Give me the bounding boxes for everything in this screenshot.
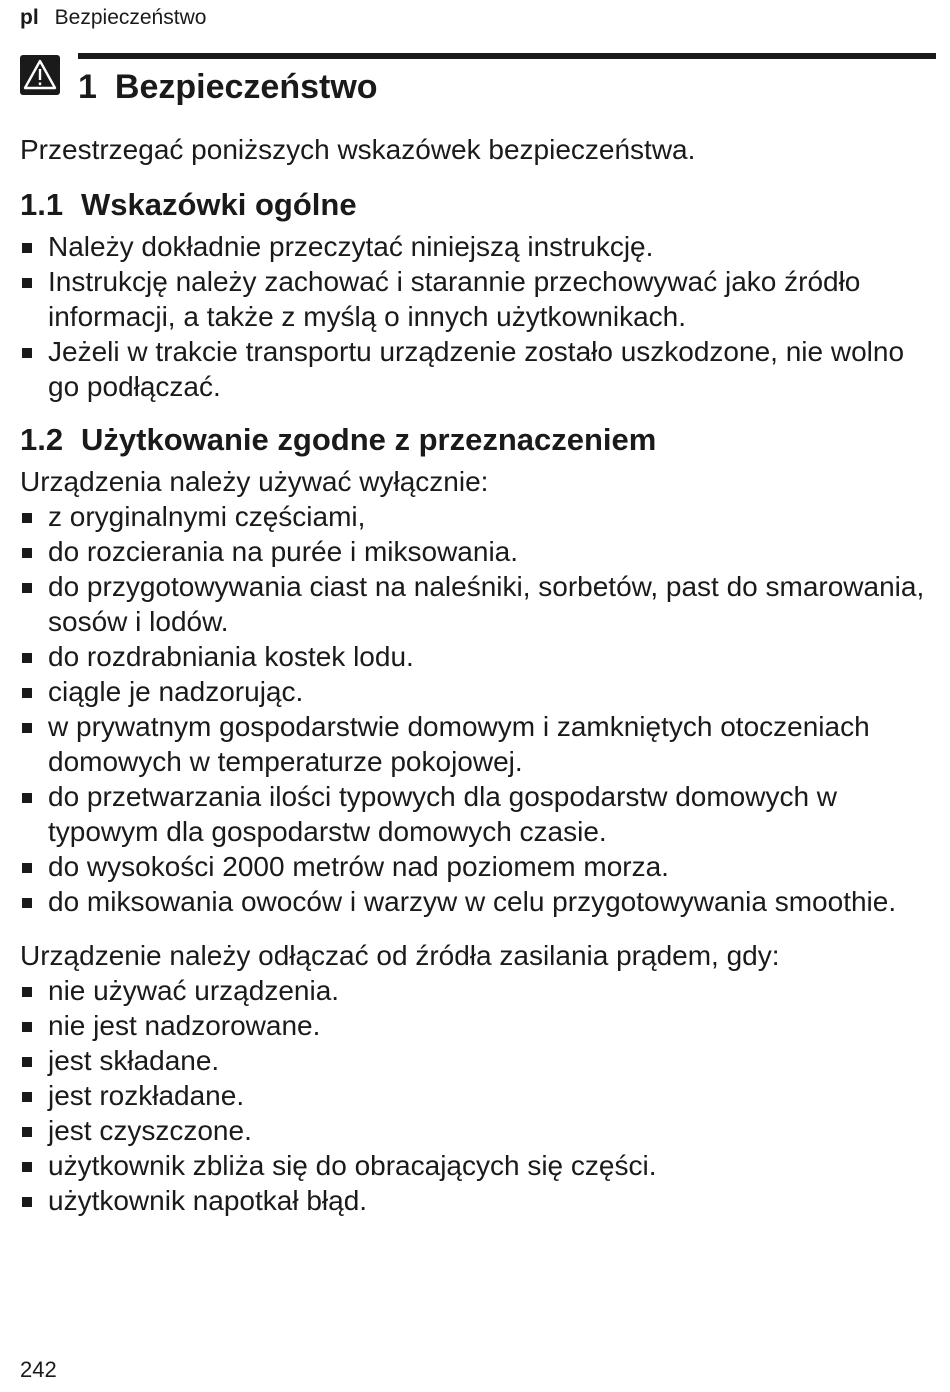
section-number: 1.2 [20,422,64,457]
list-item: użytkownik zbliża się do obracających się części. [20,1148,932,1183]
list-item: do miksowania owoców i warzyw w celu przygotowywania smoothie. [20,884,932,919]
language-code: pl [20,6,39,29]
list-item: jest rozkładane. [20,1078,932,1113]
section-number: 1.1 [20,187,64,222]
list-item: do wysokości 2000 metrów nad poziomem morza. [20,849,932,884]
list-item: w prywatnym gospodarstwie domowym i zamkniętych otoczeniach domowych w temperaturze pokojowej. [20,709,932,779]
page-number: 242 [20,1357,57,1382]
section-heading-intended-use [20,420,932,460]
section-title: Użytkowanie zgodne z przeznaczeniem [81,422,657,457]
intended-use-intro: Urządzenia należy używać wyłącznie: [20,466,489,497]
chapter-title: Bezpieczeństwo [114,68,378,106]
section-title: Wskazówki ogólne [81,187,357,222]
section-heading-general [20,185,932,225]
list-item: do przetwarzania ilości typowych dla gospodarstw domowych w typowym dla gospodarstw domowych czasie. [20,779,932,849]
chapter-heading [78,65,378,109]
general-instructions-list [20,229,932,404]
intended-use-list [20,499,932,919]
list-item: nie jest nadzorowane. [20,1008,932,1043]
list-item: Instrukcję należy zachować i starannie przechowywać jako źródło informacji, a także z myślą o innych użytkownikach. [20,264,932,334]
disconnect-conditions-list [20,973,932,1218]
warning-triangle-icon [20,55,60,95]
list-item: do przygotowywania ciast na naleśniki, sorbetów, past do smarowania, sosów i lodów. [20,569,932,639]
list-item: ciągle je nadzorując. [20,674,932,709]
list-item: jest składane. [20,1043,932,1078]
page-content [20,132,932,1218]
list-item: z oryginalnymi częściami, [20,499,932,534]
spacer [20,919,932,938]
chapter-intro: Przestrzegać poniższych wskazówek bezpieczeństwa. [20,134,696,165]
list-item: Należy dokładnie przeczytać niniejszą instrukcję. [20,229,932,264]
header-section-title: Bezpieczeństwo [54,6,207,29]
chapter-rule [78,53,936,59]
list-item: do rozcierania na purée i miksowania. [20,534,932,569]
disconnect-intro: Urządzenie należy odłączać od źródła zasilania prądem, gdy: [20,940,780,971]
running-header [20,5,206,31]
list-item: do rozdrabniania kostek lodu. [20,639,932,674]
list-item: użytkownik napotkał błąd. [20,1183,932,1218]
list-item: nie używać urządzenia. [20,973,932,1008]
list-item: jest czyszczone. [20,1113,932,1148]
list-item: Jeżeli w trakcie transportu urządzenie zostało uszkodzone, nie wolno go podłączać. [20,334,932,404]
chapter-number: 1 [78,68,97,106]
